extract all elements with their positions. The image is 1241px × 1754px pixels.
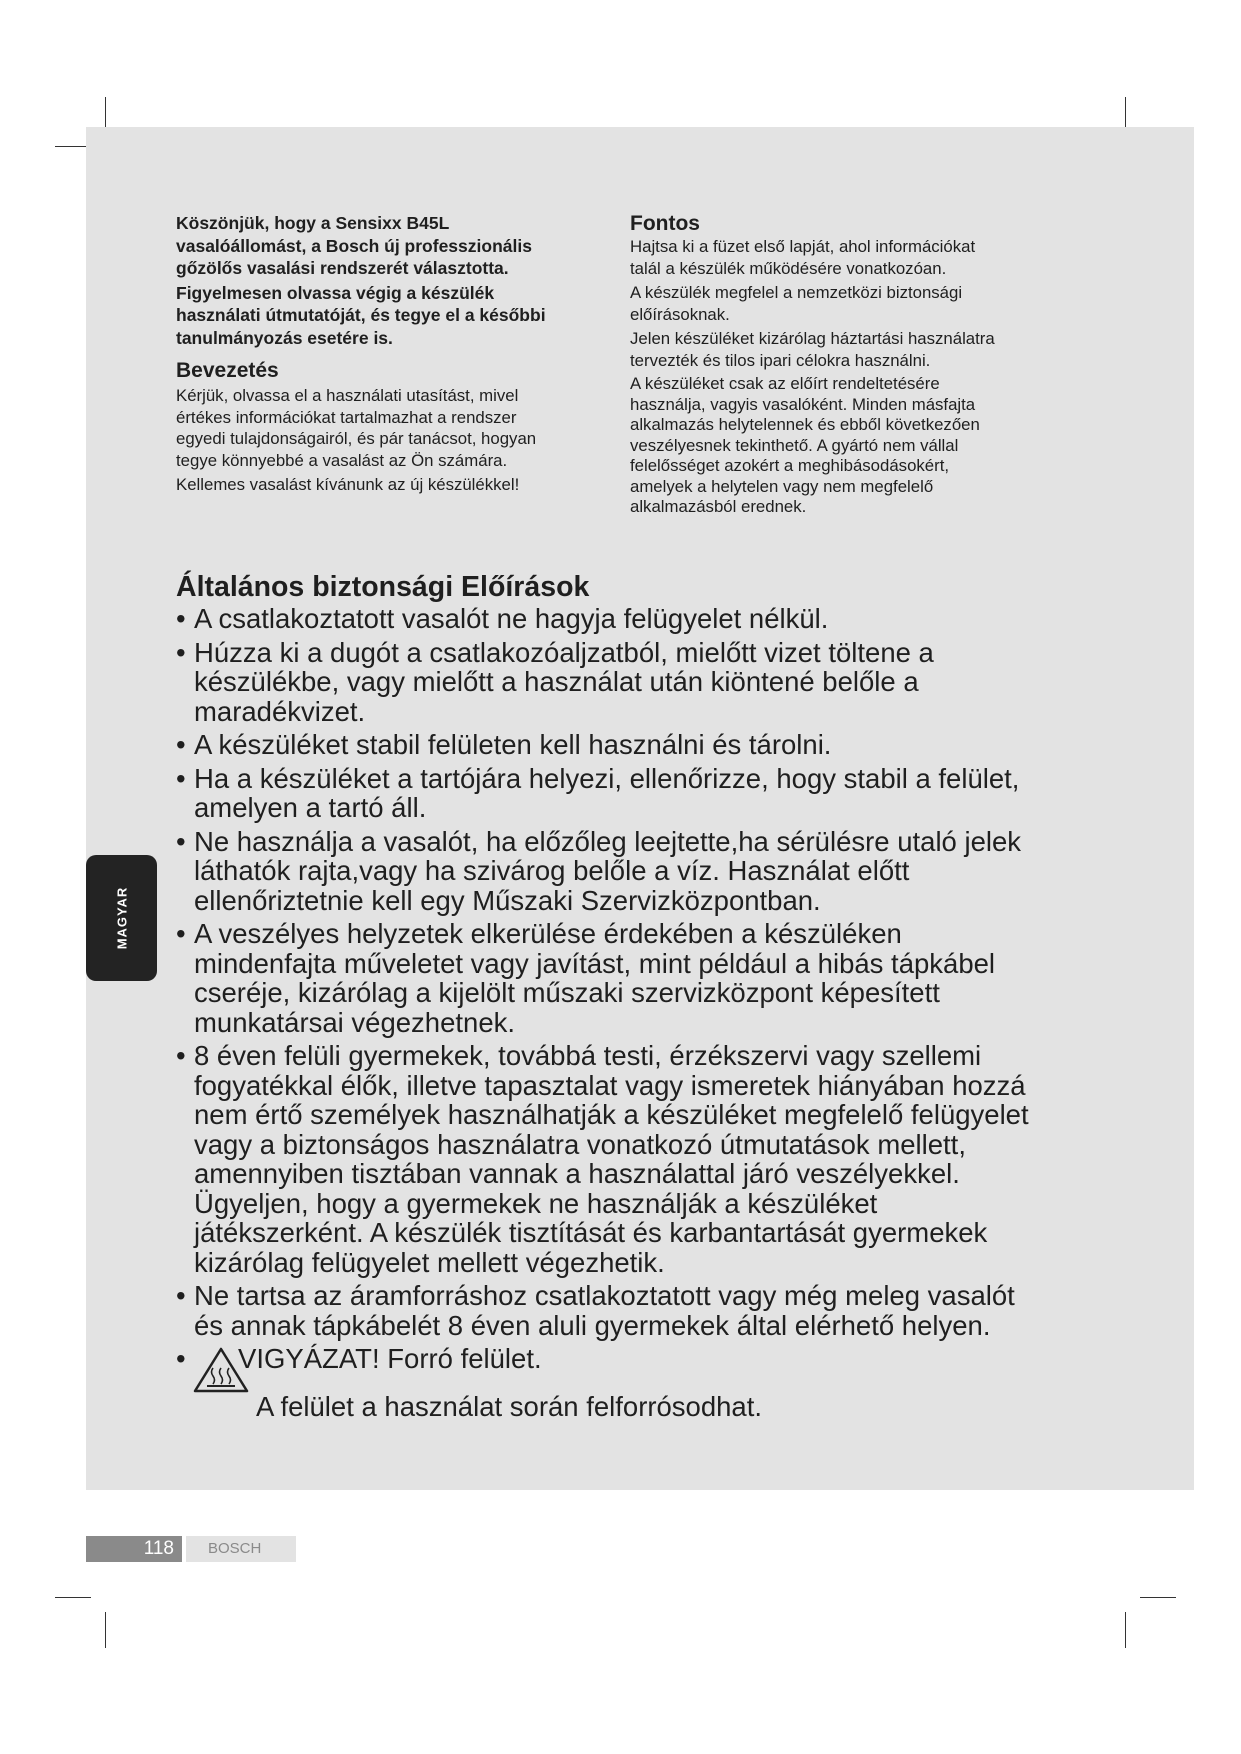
crop-mark [1125,1612,1126,1648]
intro-column [176,212,606,499]
footer-brand: BOSCH [186,1536,296,1562]
important-paragraph [630,282,1070,325]
safety-section [176,570,1076,1426]
text-line: Köszönjük, hogy a Sensixx B45L [176,213,450,233]
text-line: előírásoknak. [630,304,730,324]
text-line: amelyek a helytelen vagy nem megfelelő [630,476,934,496]
intro-heading: Bevezetés [176,359,279,382]
read-instructions-text [176,282,606,350]
language-tab [86,855,157,981]
text-line: • Ne használja a vasalót, ha előzőleg leejtette,ha sérülésre utaló jelek [194,825,1022,857]
page-number: 118 [86,1536,182,1562]
language-tab-label: MAGYAR [114,886,129,950]
text-line: A készüléket csak az előírt rendeltetésére [630,374,940,393]
thank-you-text [176,212,606,280]
text-line: és annak tápkábelét 8 éven aluli gyermekek által elérhető helyen. [194,1309,991,1341]
important-column [630,212,1070,521]
text-line: felelősséget azokért a meghibásodásokért, [630,456,950,475]
text-line: • Húzza ki a dugót a csatlakozóaljzatból, mielőtt vizet töltene a [194,636,934,668]
text-line: talál a készülék működésére vonatkozóan. [630,258,947,278]
text-line: Hajtsa ki a füzet első lapját, ahol információkat [630,237,976,256]
text-line: tervezték és tilos ipari célokra használni. [630,350,931,370]
text-line: Jelen készüléket kizárólag háztartási használatra [630,329,995,348]
crop-mark [55,1597,91,1598]
text-line: amennyiben tisztában vannak a használattal járó veszélyekkel. [194,1158,960,1189]
important-paragraph [630,236,1070,279]
warning-line [194,1344,1076,1392]
text-line: egyedi tulajdonságairól, és pár tanácsot, hogyan [176,429,537,448]
list-item [176,827,1076,916]
text-line: • A csatlakoztatott vasalót ne hagyja felügyelet nélkül. [194,603,829,634]
hot-surface-warning-icon [192,1346,250,1394]
text-line: tegye könnyebbé a vasalást az Ön számára. [176,450,508,470]
text-line: gőzölős vasalási rendszerét választotta. [176,258,509,278]
text-line: vasalóállomást, a Bosch új professzionális [176,235,532,256]
warning-item [176,1344,1076,1422]
important-heading: Fontos [630,212,700,235]
text-line: Figyelmesen olvassa végig a készülék [176,282,495,303]
list-item [176,638,1076,727]
text-line: • A készüléket stabil felületen kell használni és tárolni. [194,729,832,760]
safety-heading: Általános biztonsági Előírások [176,571,590,603]
text-line: tanulmányozás esetére is. [176,327,393,348]
crop-mark [105,1612,106,1648]
crop-mark [1140,1597,1176,1598]
safety-list [176,604,1076,1422]
list-item [176,1281,1076,1340]
text-line: használati útmutatóját, és tegye el a későbbi [176,305,546,325]
text-line: veszélyesnek tekinthető. A gyártó nem vállal [630,435,959,455]
text-line: alkalmazásból erednek. [630,497,807,516]
text-line: vagy a biztonságos használatra vonatkozó útmutatások mellett, [194,1128,966,1160]
important-paragraph [630,374,1070,518]
text-line: kizárólag felügyelet mellett végezhetik. [194,1246,665,1278]
warning-title: VIGYÁZAT! Forró felület. [238,1343,542,1374]
text-line: készülékbe, vagy mielőtt a használat után kiöntené belőle a [194,666,919,697]
text-line: maradékvizet. [194,695,366,727]
intro-paragraph [176,385,606,471]
text-line: alkalmazás helytelennek és ebből következően [630,415,980,434]
text-line: • 8 éven felüli gyermekek, továbbá testi, érzékszervi vagy szellemi [194,1040,982,1071]
list-item [176,1041,1076,1277]
text-line: használja, vagyis vasalóként. Minden másfajta [630,394,976,414]
text-line: játékszerként. A készülék tisztítását és karbantartását gyermekek [194,1217,988,1248]
important-paragraph [630,328,1070,371]
intro-closing: Kellemes vasalást kívánunk az új készülékkel! [176,475,520,494]
text-line: ellenőriztetnie kell egy Műszaki Szervizközpontban. [194,884,821,916]
list-item [176,764,1076,823]
list-item [176,919,1076,1037]
text-line: • Ne tartsa az áramforráshoz csatlakoztatott vagy még meleg vasalót [194,1280,1015,1311]
text-line: munkatársai végezhetnek. [194,1006,516,1038]
list-item [176,730,1076,760]
text-line: • A veszélyes helyzetek elkerülése érdekében a készüléken [194,918,902,949]
text-line: A készülék megfelel a nemzetközi biztonsági [630,283,963,302]
text-line: Ügyeljen, hogy a gyermekek ne használják a készüléket [194,1187,878,1219]
text-line: amelyen a tartó áll. [194,792,427,823]
text-line: fogyatékkal élők, illetve tapasztalat vagy ismeretek hiányában hozzá [194,1069,1026,1101]
text-line: Kérjük, olvassa el a használati utasítást, mivel [176,386,519,405]
text-line: nem értő személyek használhatják a készüléket megfelelő felügyelet [194,1099,1029,1130]
warning-text: A felület a használat során felforrósodhat. [256,1391,763,1422]
text-line: cseréje, kizárólag a kijelölt műszaki szervizközpont képesített [194,977,940,1008]
text-line: • Ha a készüléket a tartójára helyezi, ellenőrizze, hogy stabil a felület, [194,762,1020,794]
text-line: értékes információkat tartalmazhat a rendszer [176,407,517,427]
text-line: mindenfajta műveletet vagy javítást, mint például a hibás tápkábel [194,947,996,979]
text-line: láthatók rajta,vagy ha szivárog belőle a víz. Használat előtt [194,855,910,886]
list-item [176,604,1076,634]
